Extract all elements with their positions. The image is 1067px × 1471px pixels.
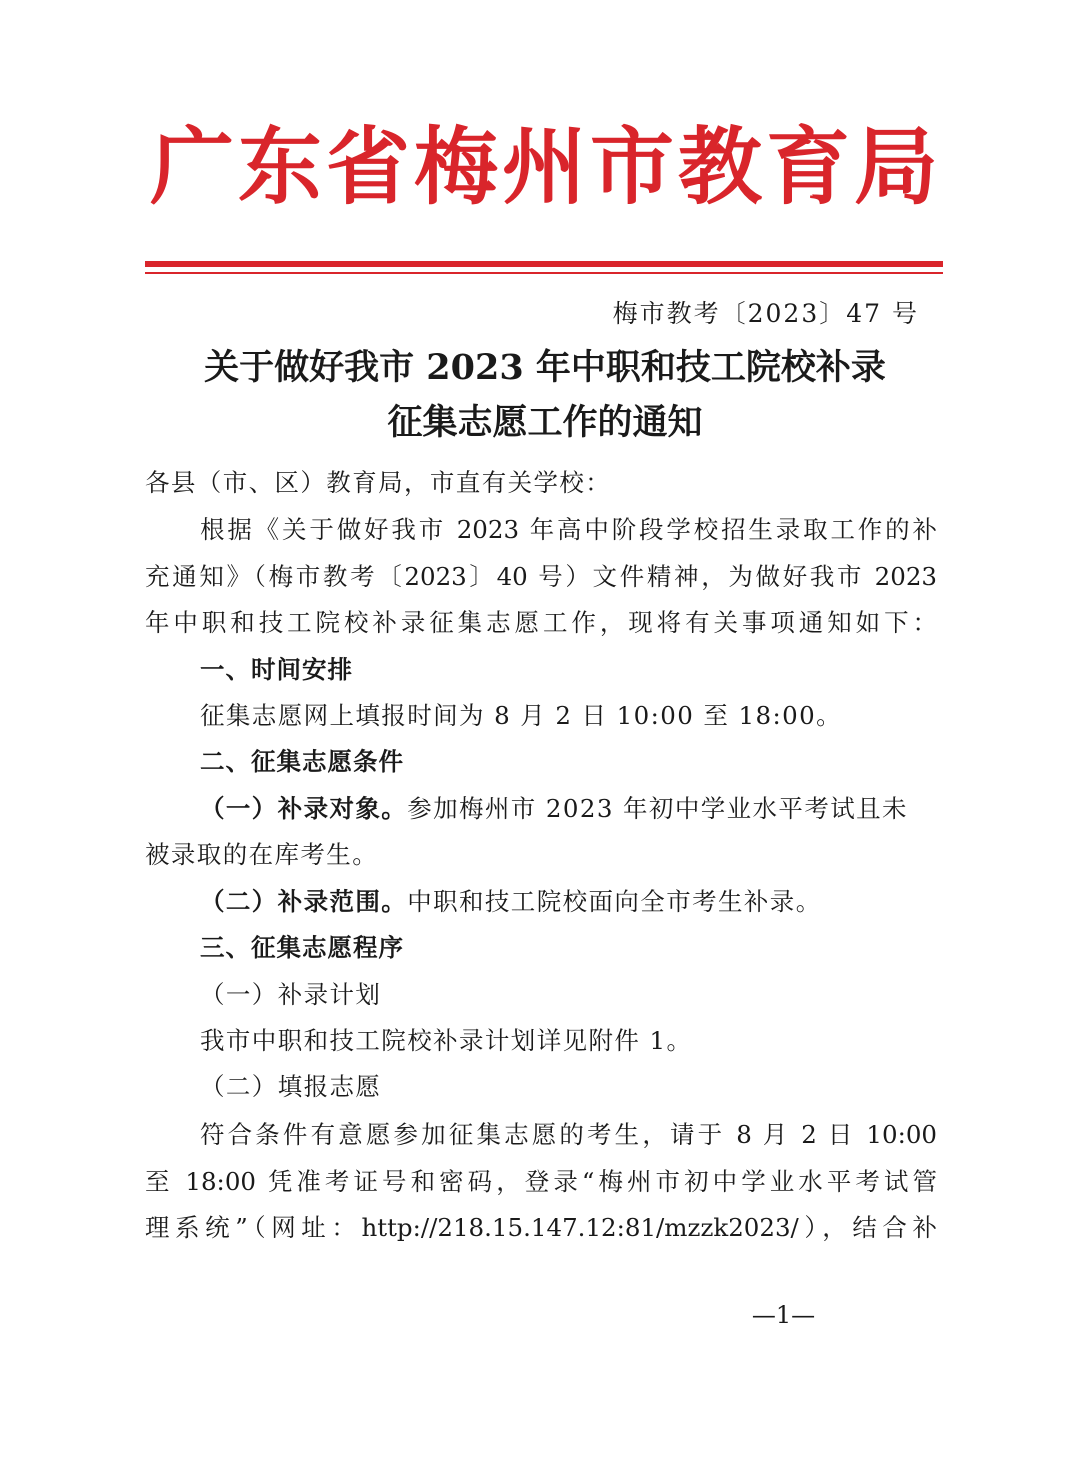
- item-2-text: 中职和技工院校面向全市考生补录。: [407, 887, 822, 916]
- red-divider-thick: [145, 261, 943, 267]
- section-3-sub-2-line-2: 至 18:00 凭准考证号和密码，登录“梅州市初中学业水平考试管: [145, 1167, 937, 1196]
- document-title-line-2: 征集志愿工作的通知: [387, 402, 703, 443]
- item-2-label: （二）补录范围。: [200, 887, 408, 916]
- section-2-item-2: [200, 882, 937, 922]
- section-2-item-1-continued: 被录取的在库考生。: [145, 840, 379, 869]
- section-2-heading: 二、征集志愿条件: [200, 747, 404, 776]
- document-title-line-1: 关于做好我市 2023 年中职和技工院校补录: [204, 347, 886, 388]
- intro-line-1: 根据《关于做好我市 2023 年高中阶段学校招生录取工作的补: [200, 515, 937, 544]
- intro-line-2: 充通知》（梅市教考〔2023〕40 号）文件精神，为做好我市 2023: [145, 562, 937, 591]
- section-3-sub-2: （二）填报志愿: [200, 1072, 382, 1101]
- section-3-sub-2-line-1: 符合条件有意愿参加征集志愿的考生，请于 8 月 2 日 10:00: [200, 1120, 937, 1149]
- section-3-sub-2-line-3: 理系统”（网址：http://218.15.147.12:81/mzzk2023/），结合补: [145, 1213, 937, 1242]
- section-2-item-1: [200, 789, 937, 829]
- section-1-text: 征集志愿网上填报时间为 8 月 2 日 10:00 至 18:00。: [200, 701, 842, 730]
- section-3-sub-1: （一）补录计划: [200, 980, 382, 1009]
- salutation: 各县（市、区）教育局，市直有关学校：: [145, 468, 612, 497]
- item-1-text: 参加梅州市 2023 年初中学业水平考试且未: [407, 794, 908, 823]
- page-number: —1—: [751, 1301, 816, 1329]
- masthead-title: 广东省梅州市教育局: [150, 118, 943, 216]
- item-1-label: （一）补录对象。: [200, 794, 408, 823]
- intro-line-3: 年中职和技工院校补录征集志愿工作，现将有关事项通知如下：: [145, 608, 937, 637]
- section-3-sub-1-text: 我市中职和技工院校补录计划详见附件 1。: [200, 1026, 693, 1055]
- section-1-heading: 一、时间安排: [200, 655, 353, 684]
- section-3-heading: 三、征集志愿程序: [200, 933, 404, 962]
- red-divider-thin: [145, 272, 943, 274]
- document-number: 梅市教考〔2023〕47 号: [612, 299, 919, 328]
